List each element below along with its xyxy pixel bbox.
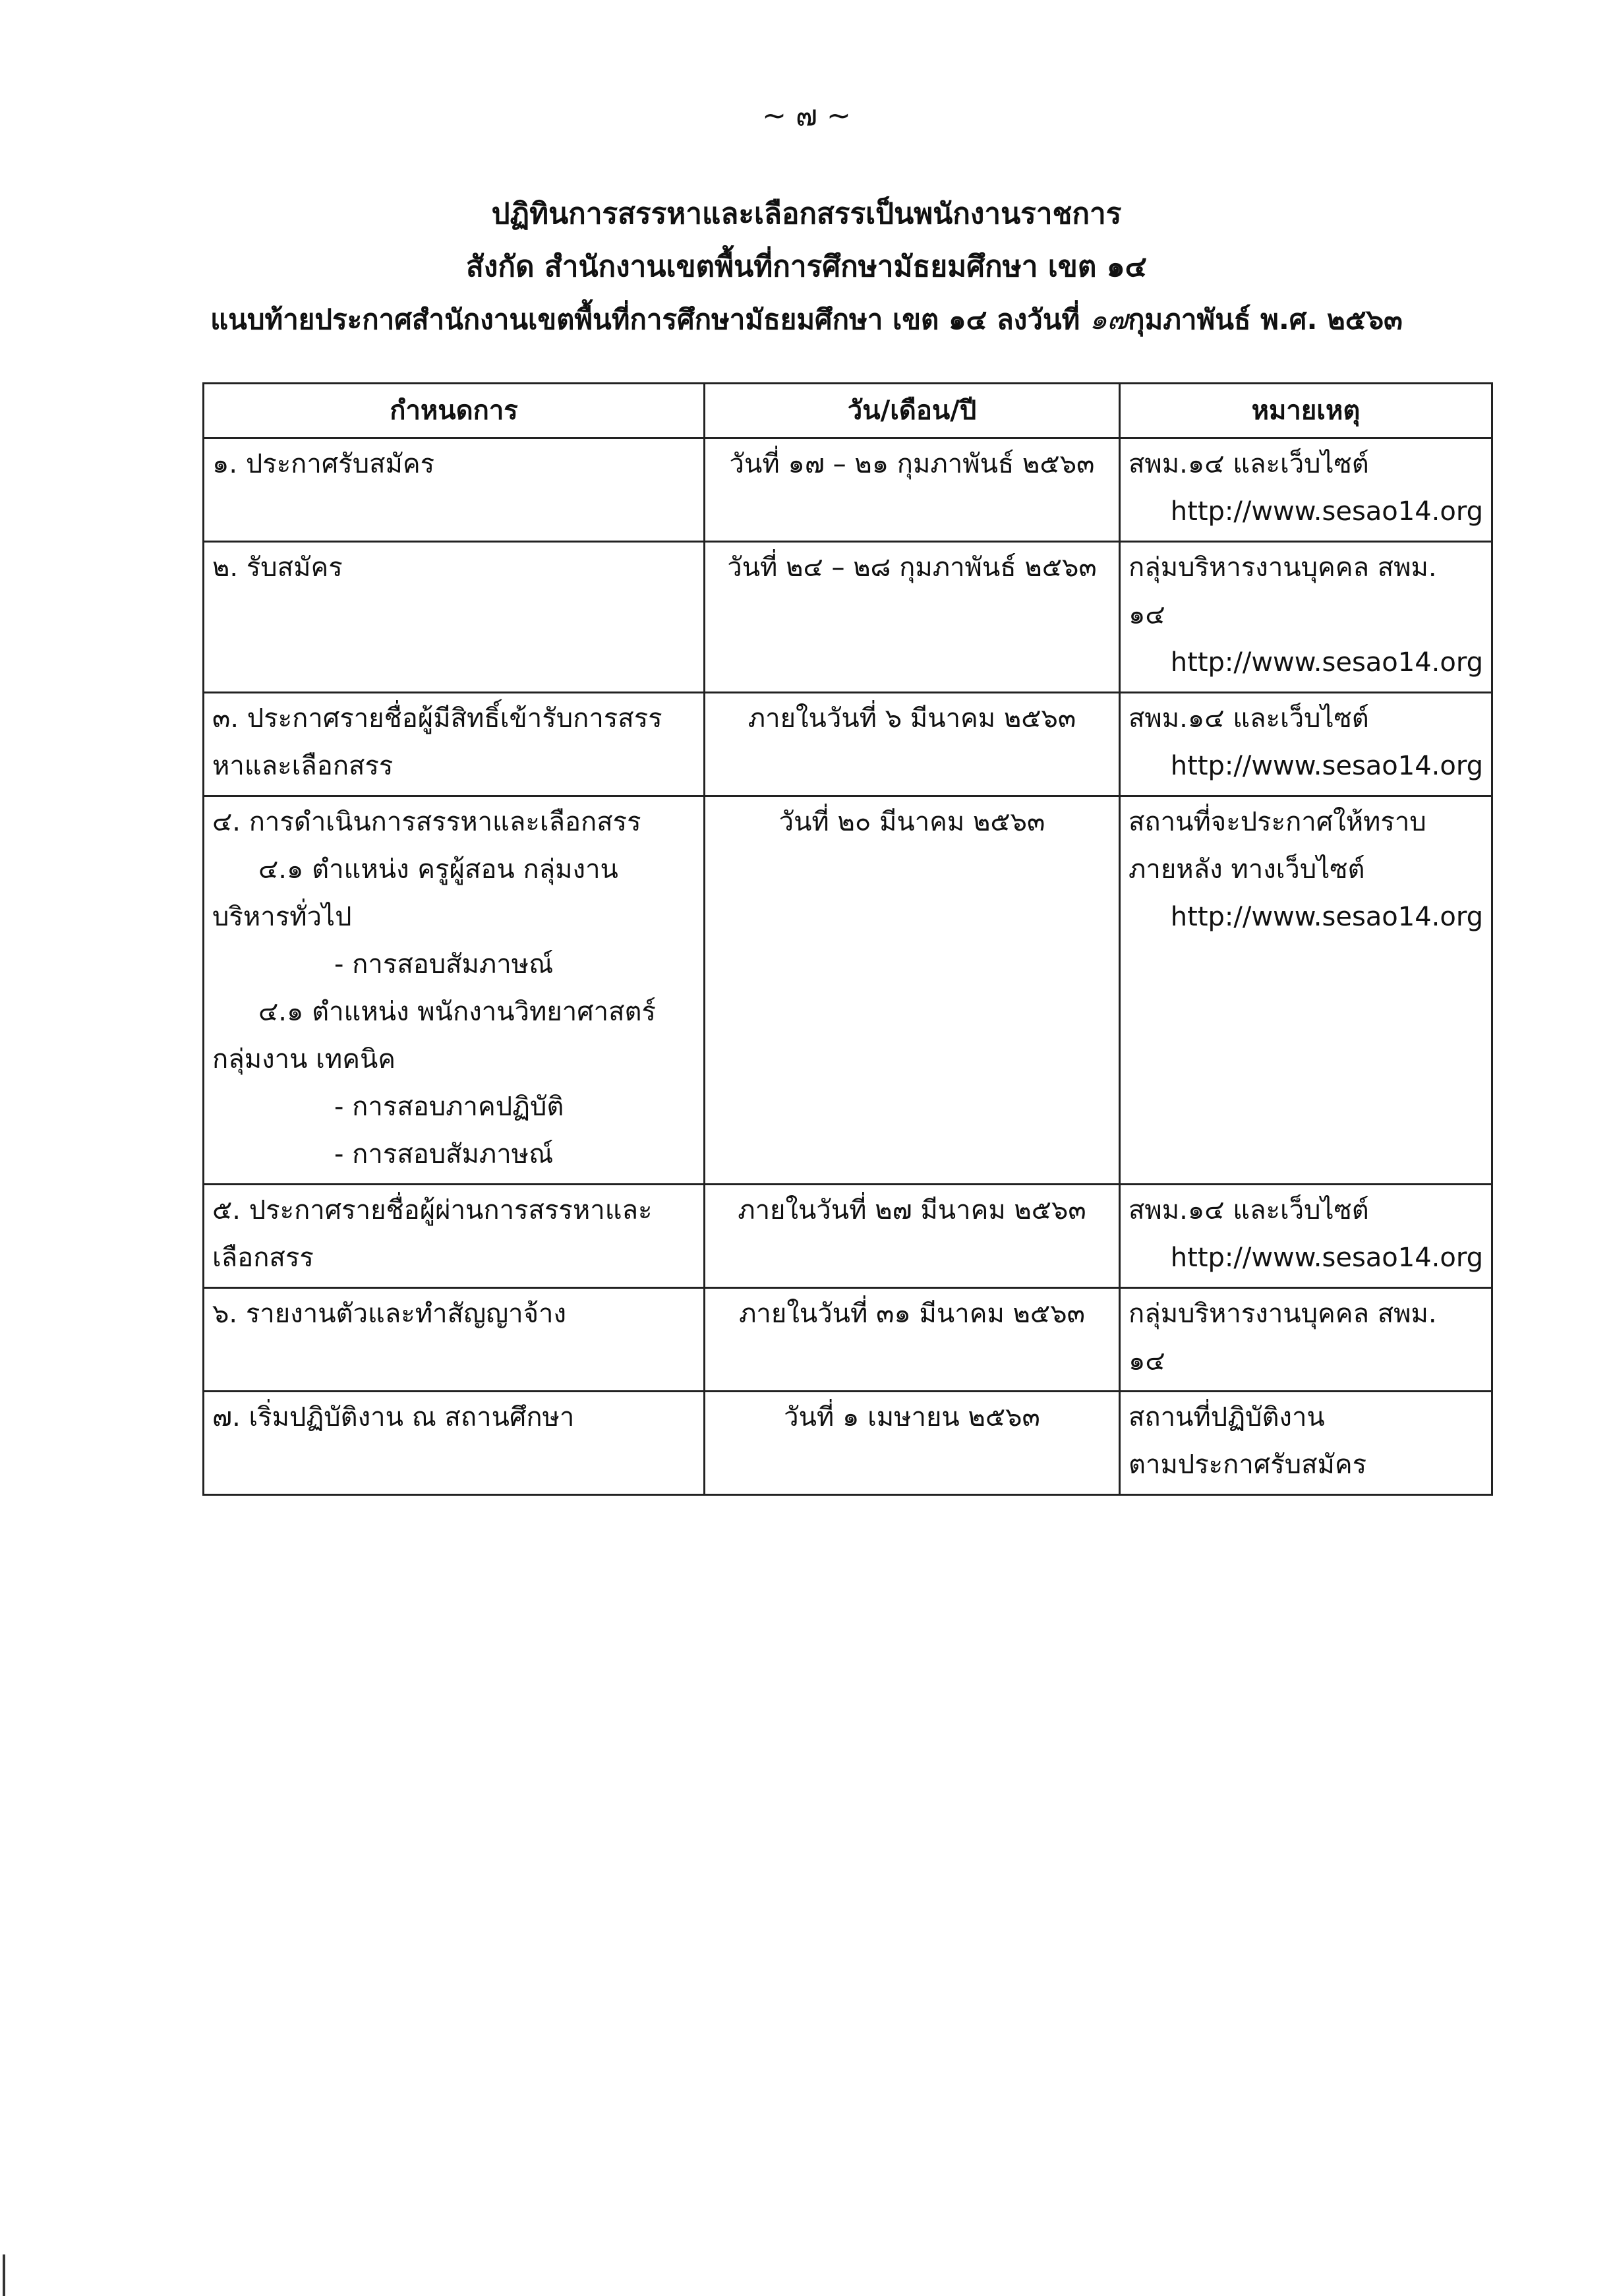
date-cell: วันที่ ๒๐ มีนาคม ๒๕๖๓: [705, 796, 1120, 1185]
website-url: http://www.sesao14.org: [1170, 496, 1483, 527]
task-subitem: ๔.๑ ตำแหน่ง พนักงานวิทยาศาสตร์: [258, 997, 656, 1027]
task-cell: [204, 693, 705, 796]
note-cell: [1120, 542, 1492, 693]
website-url: http://www.sesao14.org: [1170, 647, 1483, 678]
table-row: [204, 1185, 1492, 1288]
note-text: ภายหลัง ทางเว็บไซต์: [1129, 854, 1365, 885]
page-number: ~ ๗ ~: [762, 99, 851, 132]
note-text: กลุ่มบริหารงานบุคคล สพม.: [1129, 552, 1437, 583]
note-text: สถานที่ปฏิบัติงาน: [1129, 1402, 1325, 1432]
table-header-row: [204, 384, 1492, 438]
schedule-table: [202, 382, 1493, 1496]
note-text: ๑๔: [1129, 1346, 1165, 1376]
website-url: http://www.sesao14.org: [1170, 902, 1483, 932]
task-text: ๕. ประกาศรายชื่อผู้ผ่านการสรรหาและ: [212, 1195, 653, 1225]
heading-line-3: [0, 293, 1613, 346]
note-cell: [1120, 796, 1492, 1185]
date-cell: ภายในวันที่ ๓๑ มีนาคม ๒๕๖๓: [705, 1288, 1120, 1392]
heading-line-3-prefix: แนบท้ายประกาศสำนักงานเขตพื้นที่การศึกษามัธยมศึกษา เขต ๑๔ ลงวันที่: [210, 303, 1080, 336]
date-cell: ภายในวันที่ ๖ มีนาคม ๒๕๖๓: [705, 693, 1120, 796]
task-text: ๓. ประกาศรายชื่อผู้มีสิทธิ์เข้ารับการสรร: [212, 703, 662, 734]
task-cell: [204, 438, 705, 542]
document-heading: [0, 188, 1613, 346]
note-cell: [1120, 1392, 1492, 1495]
note-text: สพม.๑๔ และเว็บไซต์: [1129, 1195, 1369, 1225]
task-bullet: - การสอบสัมภาษณ์: [334, 1139, 554, 1169]
task-cell: [204, 1288, 705, 1392]
table-row: [204, 1288, 1492, 1392]
table-row: [204, 438, 1492, 542]
task-text: หาและเลือกสรร: [212, 751, 394, 781]
task-text: ๖. รายงานตัวและทำสัญญาจ้าง: [212, 1299, 567, 1329]
note-cell: [1120, 1288, 1492, 1392]
date-cell: วันที่ ๒๔ – ๒๘ กุมภาพันธ์ ๒๕๖๓: [705, 542, 1120, 693]
note-text: ๑๔: [1129, 600, 1165, 630]
note-text: ตามประกาศรับสมัคร: [1129, 1450, 1367, 1480]
heading-line-2: สังกัด สำนักงานเขตพื้นที่การศึกษามัธยมศึกษา เขต ๑๔: [466, 250, 1147, 283]
note-cell: [1120, 693, 1492, 796]
date-cell: วันที่ ๑ เมษายน ๒๕๖๓: [705, 1392, 1120, 1495]
task-bullet: - การสอบสัมภาษณ์: [334, 949, 554, 980]
website-url: http://www.sesao14.org: [1170, 1243, 1483, 1273]
task-cell: [204, 1392, 705, 1495]
date-cell: วันที่ ๑๗ – ๒๑ กุมภาพันธ์ ๒๕๖๓: [705, 438, 1120, 542]
header-schedule: กำหนดการ: [204, 384, 705, 438]
website-url: http://www.sesao14.org: [1170, 751, 1483, 781]
task-text: ๒. รับสมัคร: [212, 552, 343, 583]
date-cell: ภายในวันที่ ๒๗ มีนาคม ๒๕๖๓: [705, 1185, 1120, 1288]
task-text: ๑. ประกาศรับสมัคร: [212, 449, 435, 479]
heading-line-3-suffix: กุมภาพันธ์ พ.ศ. ๒๕๖๓: [1128, 303, 1403, 336]
task-text: ๗. เริ่มปฏิบัติงาน ณ สถานศึกษา: [212, 1402, 575, 1432]
header-date: วัน/เดือน/ปี: [705, 384, 1120, 438]
task-cell: [204, 542, 705, 693]
task-subitem: ๔.๑ ตำแหน่ง ครูผู้สอน กลุ่มงาน: [258, 854, 618, 885]
table-row: [204, 542, 1492, 693]
task-text: ๔. การดำเนินการสรรหาและเลือกสรร: [212, 807, 641, 837]
table-row: [204, 1392, 1492, 1495]
task-bullet: - การสอบภาคปฏิบัติ: [334, 1092, 564, 1122]
heading-line-1: ปฏิทินการสรรหาและเลือกสรรเป็นพนักงานราชการ: [491, 197, 1122, 231]
table-row: [204, 693, 1492, 796]
table-row: [204, 796, 1492, 1185]
task-text: บริหารทั่วไป: [212, 902, 352, 932]
task-cell: [204, 1185, 705, 1288]
scan-edge-mark: [3, 2254, 5, 2296]
task-cell: [204, 796, 705, 1185]
note-text: สถานที่จะประกาศให้ทราบ: [1129, 807, 1426, 837]
task-text: กลุ่มงาน เทคนิค: [212, 1044, 396, 1074]
note-cell: [1120, 1185, 1492, 1288]
handwritten-day: ๑๗: [1089, 303, 1129, 336]
header-remark: หมายเหตุ: [1120, 384, 1492, 438]
task-text: เลือกสรร: [212, 1243, 314, 1273]
note-text: สพม.๑๔ และเว็บไซต์: [1129, 449, 1369, 479]
note-cell: [1120, 438, 1492, 542]
note-text: กลุ่มบริหารงานบุคคล สพม.: [1129, 1299, 1437, 1329]
note-text: สพม.๑๔ และเว็บไซต์: [1129, 703, 1369, 734]
